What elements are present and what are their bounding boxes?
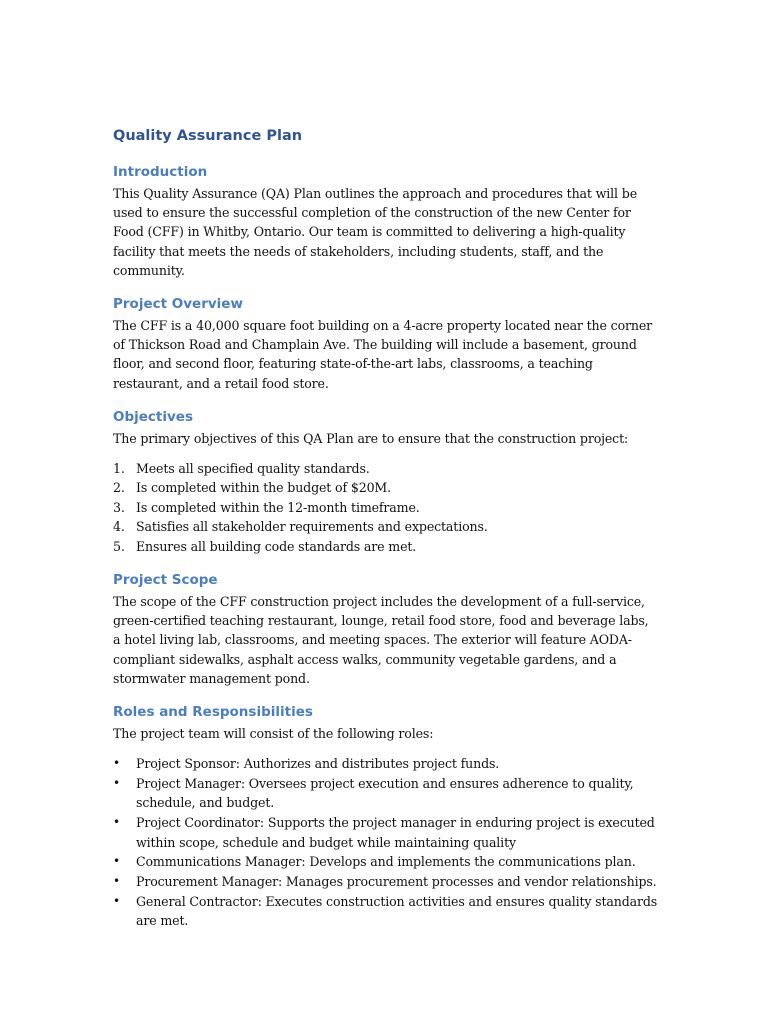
list-item-text: Is completed within the budget of $20M. [136, 480, 392, 496]
introduction-text: This Quality Assurance (QA) Plan outlines the approach and procedures that will be used to ensure the successful completion of the construction of the new Center for Food (CFF) in Whitby, Ontario. Our team is committed to delivering a high-quality facility that meets the needs of stakeholders, including students, staff, and the community. [113, 186, 638, 278]
roles-intro: The project team will consist of the following roles: [113, 726, 434, 742]
introduction-section [113, 162, 658, 280]
roles-heading: Roles and Responsibilities [113, 704, 313, 721]
list-number: 3. [113, 499, 125, 515]
list-item-text: Is completed within the 12-month timeframe. [136, 499, 420, 515]
overview-section [113, 294, 658, 393]
list-number: 1. [113, 461, 125, 477]
list-item [113, 478, 658, 497]
objectives-list [113, 459, 658, 556]
list-item [113, 774, 658, 813]
bullet-icon: • [113, 854, 120, 869]
list-item [113, 892, 658, 931]
bullet-icon: • [113, 756, 120, 771]
bullet-icon: • [113, 815, 120, 830]
document-title: Quality Assurance Plan [113, 128, 303, 144]
list-item [113, 498, 658, 517]
list-item-text: Project Sponsor: Authorizes and distributes project funds. [136, 756, 500, 772]
scope-section [113, 570, 658, 688]
list-number: 2. [113, 480, 125, 496]
list-item [113, 537, 658, 556]
list-item [113, 459, 658, 478]
objectives-section [113, 407, 658, 556]
scope-heading: Project Scope [113, 572, 218, 589]
list-number: 5. [113, 538, 125, 554]
overview-heading: Project Overview [113, 296, 243, 313]
list-item [113, 517, 658, 536]
list-item-text: Satisfies all stakeholder requirements and expectations. [136, 519, 488, 535]
list-item-text: Ensures all building code standards are met. [136, 538, 417, 554]
list-item-text: Procurement Manager: Manages procurement processes and vendor relationships. [136, 874, 657, 890]
list-item [113, 813, 658, 852]
document-page [113, 124, 658, 931]
roles-list [113, 754, 658, 931]
objectives-intro: The primary objectives of this QA Plan are to ensure that the construction project: [113, 430, 629, 446]
roles-section [113, 702, 658, 931]
list-item-text: Project Coordinator: Supports the project manager in enduring project is executed within scope, schedule and budget while maintaining quality [136, 815, 655, 850]
list-item-text: Project Manager: Oversees project execution and ensures adherence to quality, schedule, and budget. [136, 776, 634, 811]
bullet-icon: • [113, 776, 120, 791]
list-item-text: Meets all specified quality standards. [136, 461, 370, 477]
list-number: 4. [113, 519, 125, 535]
list-item [113, 872, 658, 891]
overview-text: The CFF is a 40,000 square foot building on a 4-acre property located near the corner of Thickson Road and Champlain Ave. The building will include a basement, ground floor, and second floor, featuring state-of-the-art labs, classrooms, a teaching restaurant, and a retail food store. [113, 318, 653, 391]
list-item-text: General Contractor: Executes construction activities and ensures quality standards are met. [136, 894, 658, 929]
objectives-heading: Objectives [113, 408, 193, 425]
list-item [113, 852, 658, 871]
bullet-icon: • [113, 874, 120, 889]
introduction-heading: Introduction [113, 164, 208, 180]
list-item [113, 754, 658, 773]
bullet-icon: • [113, 894, 120, 909]
scope-text: The scope of the CFF construction project includes the development of a full-service, green-certified teaching restaurant, lounge, retail food store, food and beverage labs, a hotel living lab, classrooms, and meeting spaces. The exterior will feature AODA-compliant sidewalks, asphalt access walks, community vegetable gardens, and a stormwater management pond. [113, 594, 649, 686]
list-item-text: Communications Manager: Develops and implements the communications plan. [136, 854, 636, 870]
